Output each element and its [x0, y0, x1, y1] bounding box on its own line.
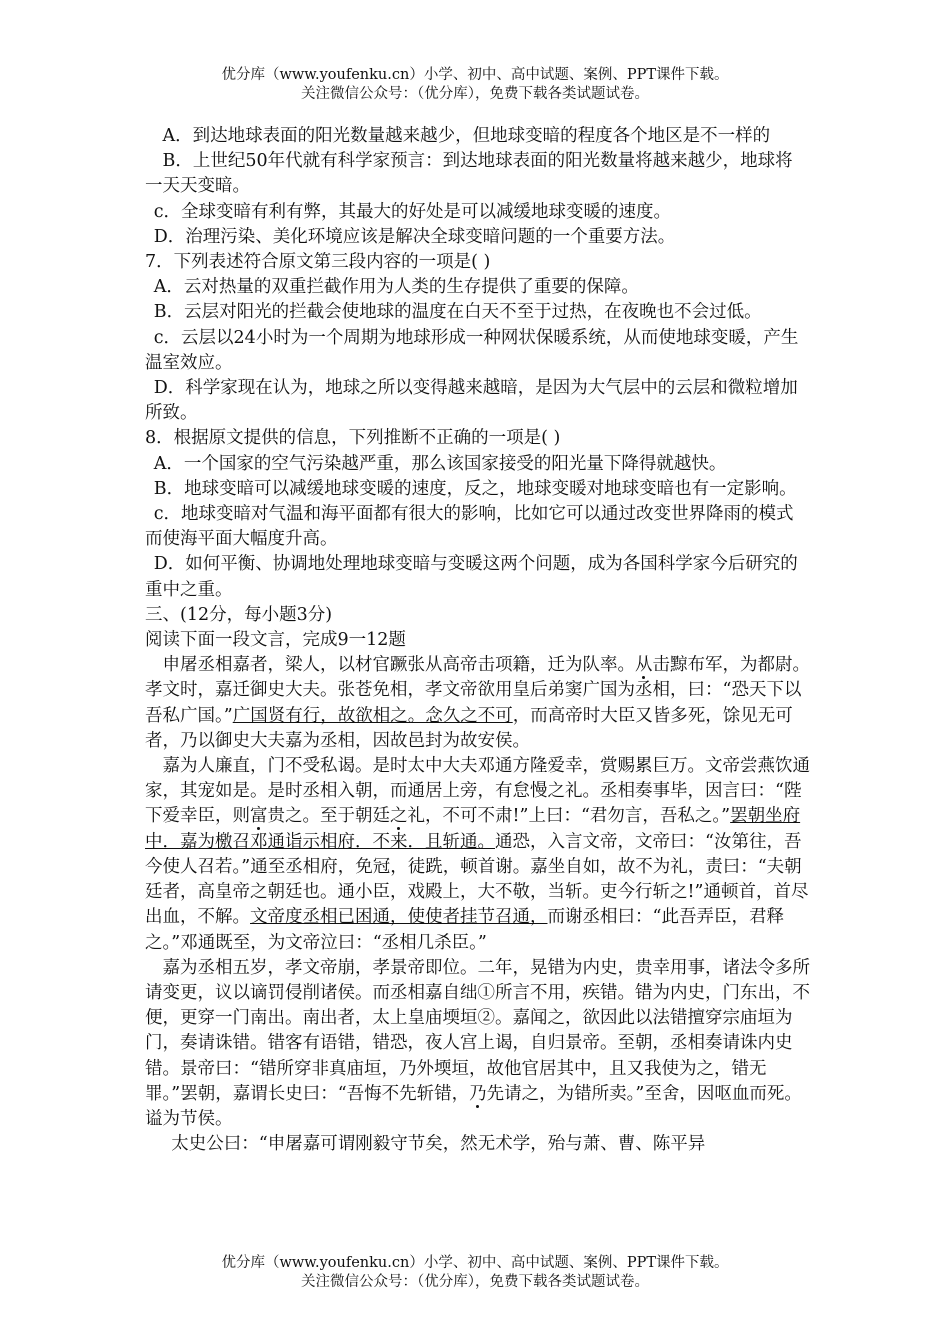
q6-option-a: A．到达地球表面的阳光数量越来越少，但地球变暗的程度各个地区是不一样的 [162, 126, 771, 146]
passage-text: 先请之，为错所卖。”至舍，因呕血而死。谥为节侯。 [145, 1083, 802, 1129]
emphasis-dot-char: 乃 [469, 1083, 487, 1104]
passage-text: 贵之。至于朝廷 [267, 806, 390, 827]
passage-text: 礼，不可不肃!”上曰：“君勿言，吾私之。” [407, 806, 731, 827]
header-line-1: 优分库（www.youfenku.cn）小学、初中、高中试题、案例、PPT课件下载。 [221, 67, 729, 83]
q8-option-b: B．地球变暗可以减缓地球变暖的速度，反之，地球变暖对地球变暗也有一定影响。 [153, 478, 797, 499]
passage-text: 嘉为丞相五岁，孝文帝崩，孝景帝即位。二年，晃错为内史，贵幸用事，诸法令多所请变更，议以谪罚侵削诸侯。而丞相嘉自绌①所言不用，疾错。错为内史，门东出，不便，更穿一门南出。南出者，太上皇庙堧垣②。嘉闻之，欲因此以法错擅穿宗庙垣为门，奏请诛错。错客有语错，错恐，夜人宫上谒，自归景帝。至朝，丞相奏请诛内史错。景帝曰：“错所穿非真庙垣，乃外堧垣，故他官居其中，且又我使为之，错无罪。”罢朝，嘉谓长史曰：“吾悔不先斩错， [145, 957, 810, 1104]
q7-stem: 7．下列表述符合原文第三段内容的一项是( ) [145, 252, 491, 273]
page-footer [0, 1254, 950, 1292]
passage-text: 而谢丞相曰：“此吾弄臣，君释之。”邓通既至，为文帝泣曰：“丞相几杀臣。” [145, 907, 784, 953]
emphasis-dot-char: 从 [635, 655, 653, 676]
q6-option-d: D．治理污染、美化环境应该是解决全球变暗问题的一个重要方法。 [153, 226, 676, 247]
section-3-title: 三、(12分，每小题3分) [145, 604, 333, 625]
passage-text: 击黥布军，为都尉。孝文时，嘉迁御史大夫。张苍免相，孝文帝欲用皇后弟窦广国为丞相，曰：“恐天下以吾私广国。” [145, 655, 810, 726]
q8-stem: 8．根据原文提供的信息，下列推断不正确的一项是( ) [145, 428, 561, 449]
document-body [145, 124, 810, 1157]
passage-paragraph-4: 太史公曰：“申屠嘉可谓刚毅守节矣，然无术学，殆与萧、曹、陈平异 [171, 1134, 706, 1155]
page-header [0, 66, 950, 104]
passage-text: ，而高帝时大臣又皆多死，馀见无可者，乃以御史大夫嘉为丞相，因故邑封为故安侯。 [145, 705, 793, 751]
footer-line-1: 优分库（www.youfenku.cn）小学、初中、高中试题、案例、PPT课件下载。 [221, 1255, 729, 1271]
header-line-2: 关注微信公众号：（优分库），免费下载各类试题试卷。 [301, 86, 649, 102]
q7-option-a: A．云对热量的双重拦截作用为人类的生存提供了重要的保障。 [153, 277, 639, 298]
passage-text: 通恐，入言文帝，文帝曰：“汝第往，吾今使人召若。”通至丞相府，免冠，徒跣，顿首谢。嘉坐自如，故不为礼，责曰：“夫朝廷者，高皇帝之朝廷也。通小臣，戏殿上，大不敬，当斩。吏今行斩之!”通顿首，首尽出血，不解。 [145, 831, 809, 928]
underlined-sentence: 罢朝坐府中．嘉为檄召邓通诣示相府．不来．且斩通。 [145, 806, 801, 852]
underlined-sentence: 广国贤有行，故欲相之。念久之不可 [232, 705, 513, 726]
q6-option-b: B．上世纪50年代就有科学家预言：到达地球表面的阳光数量将越来越少，地球将一天天变暗。 [145, 151, 793, 197]
q8-option-a: A．一个国家的空气污染越严重，那么该国家接受的阳光量下降得就越快。 [153, 453, 727, 474]
passage-paragraph-2 [145, 754, 810, 956]
passage-paragraph-1 [145, 653, 810, 754]
underlined-sentence: 文帝度丞相已困通，使使者挂节召通， [250, 907, 548, 928]
section-3-instruction: 阅读下面一段文言，完成9一12题 [145, 630, 406, 651]
passage-paragraph-3 [145, 956, 810, 1132]
emphasis-dot-char: 之 [390, 806, 408, 827]
q8-option-d: D．如何平衡、协调地处理地球变暗与变暖这两个问题，成为各国科学家今后研究的重中之重。 [145, 554, 798, 600]
q7-option-d: D．科学家现在认为，地球之所以变得越来越暗，是因为大气层中的云层和微粒增加所致。 [145, 378, 798, 424]
emphasis-dot-char: 富 [250, 806, 268, 827]
q7-option-c: c．云层以24小时为一个周期为地球形成一种网状保暖系统，从而使地球变暖，产生温室效应。 [145, 327, 799, 373]
q6-option-c: c．全球变暗有利有弊，其最大的好处是可以减缓地球变暖的速度。 [153, 201, 672, 222]
passage-text: 嘉为人廉直，门不受私谒。是时太中大夫邓通方隆爱幸，赏赐累巨万。文帝尝燕饮通家，其宠如是。是时丞相入朝，而通居上旁，有怠慢之礼。丞相奏事毕，因言曰：“陛下爱幸臣，则 [145, 756, 810, 827]
q7-option-b: B．云层对阳光的拦截会使地球的温度在白天不至于过热，在夜晚也不会过低。 [153, 302, 762, 323]
footer-line-2: 关注微信公众号：（优分库），免费下载各类试题试卷。 [301, 1274, 649, 1290]
passage-text: 申屠丞相嘉者，梁人，以材官蹶张从高帝击项籍，迁为队率。 [162, 655, 635, 676]
q8-option-c: c．地球变暗对气温和海平面都有很大的影响，比如它可以通过改变世界降雨的模式而使海平面大幅度升高。 [145, 504, 794, 550]
